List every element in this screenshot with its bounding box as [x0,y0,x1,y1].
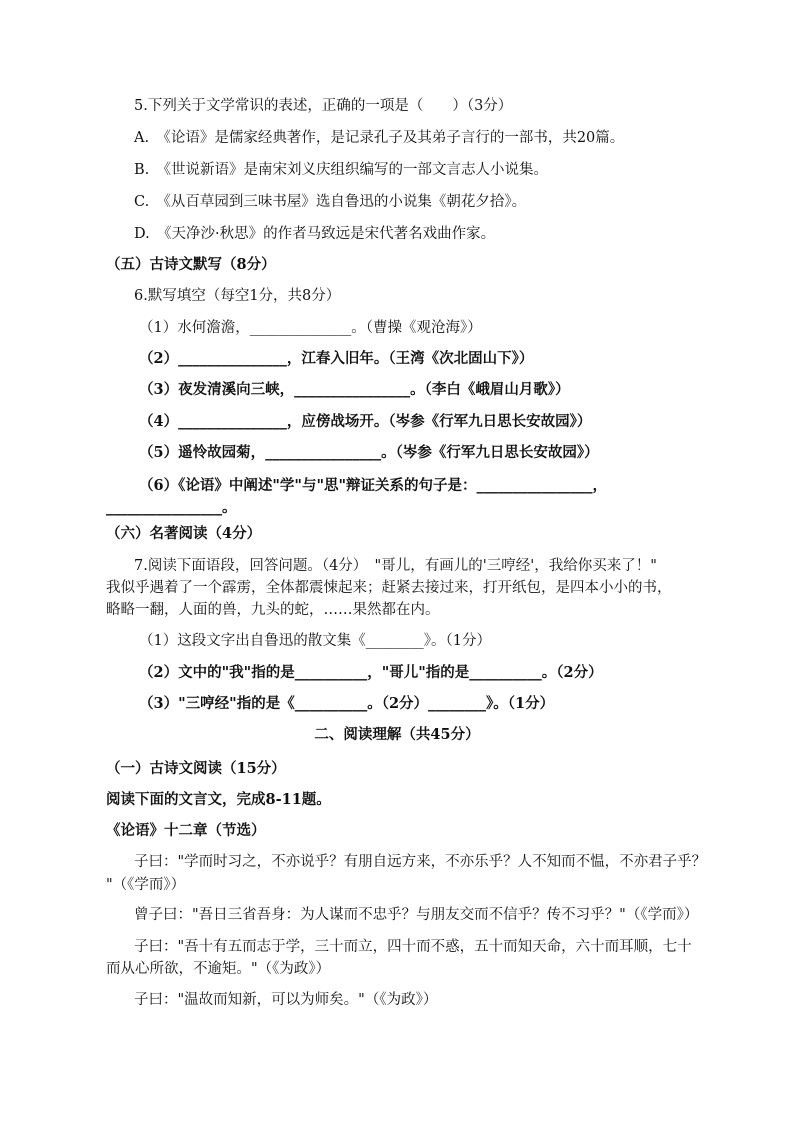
q7-line-2: 我似乎遇着了一个霹雳，全体都震悚起来；赶紧去接过来，打开纸包，是四本小小的书， [106,580,672,596]
analects-para-4: 子曰："温故而知新，可以为师矣。"（《为政》） [134,992,438,1008]
q7-line-1: 7.阅读下面语段，回答问题。（4分） "哥儿，有画儿的'三哼经'，我给你买来了！" [134,558,657,574]
q6-item-6: （6）《论语》中阐述"学"与"思"辩证关系的句子是：________________， [139,477,608,494]
section6-heading: （六）名著阅读（4分） [106,525,262,542]
q7-sub-1: （1）这段文字出自鲁迅的散文集《________》。（1分） [139,633,491,649]
analects-para-2: 曾子曰："吾日三省吾身：为人谋而不忠乎？与朋友交而不信乎？传不习乎？"（《学而》） [134,907,699,923]
section5-heading: （五）古诗文默写（8分） [106,256,276,273]
analects-para-1: 子曰："学而时习之，不亦说乎？有朋自远方来，不亦乐乎？人不知而不愠，不亦君子乎？ [134,854,707,870]
q7-sub-3: （3）"三哼经"指的是《__________。（2分）________》。（1分） [139,695,555,712]
text-title: 《论语》十二章（节选） [106,822,266,839]
q6-item-3: （3）夜发清溪向三峡，________________。（李白《峨眉山月歌》） [139,381,570,398]
q7-sub-2: （2）文中的"我"指的是__________，"哥儿"指的是__________。（2分） [139,664,603,681]
q5-stem: 5.下列关于文学常识的表述，正确的一项是（ ）（3分） [134,98,513,114]
q5-option-b: B. 《世说新语》是南宋刘义庆组织编写的一部文言志人小说集。 [134,162,549,178]
q5-option-a: A. 《论语》是儒家经典著作，是记录孔子及其弟子言行的一部书，共20篇。 [134,130,625,146]
q6-item-5: （5）遥怜故园菊，________________。（岑参《行军九日思长安故园》） [139,444,599,461]
q6-item-6-cont: ________________。 [106,499,237,516]
q6-item-1: （1）水何澹澹，______________。（曹操《观沧海》） [139,320,482,336]
q7-line-3: 略略一翻，人面的兽，九头的蛇，……果然都在内。 [106,602,440,618]
part2-instruction: 阅读下面的文言文，完成8-11题。 [106,791,331,808]
q6-item-2: （2）_______________，江春入旧年。（王湾《次北固山下》） [139,350,534,367]
analects-para-3-cont: 而从心所欲，不逾矩。"（《为政》） [106,961,331,977]
analects-para-1-cont: "（《学而》） [106,877,186,893]
analects-para-3: 子曰："吾十有五而志于学，三十而立，四十而不惑，五十而知天命，六十而耳顺，七十 [134,939,692,955]
q5-option-c: C. 《从百草园到三味书屋》选自鲁迅的小说集《朝花夕拾》。 [134,194,527,210]
q6-item-4: （4）_______________，应傍战场开。（岑参《行军九日思长安故园》） [139,413,592,430]
part2-sub-heading: （一）古诗文阅读（15分） [106,760,286,777]
part2-title: 二、阅读理解（共45分） [314,726,480,743]
q6-stem: 6.默写填空（每空1分，共8分） [134,288,341,304]
q5-option-d: D. 《天净沙·秋思》的作者马致远是宋代著名戏曲作家。 [134,226,496,242]
